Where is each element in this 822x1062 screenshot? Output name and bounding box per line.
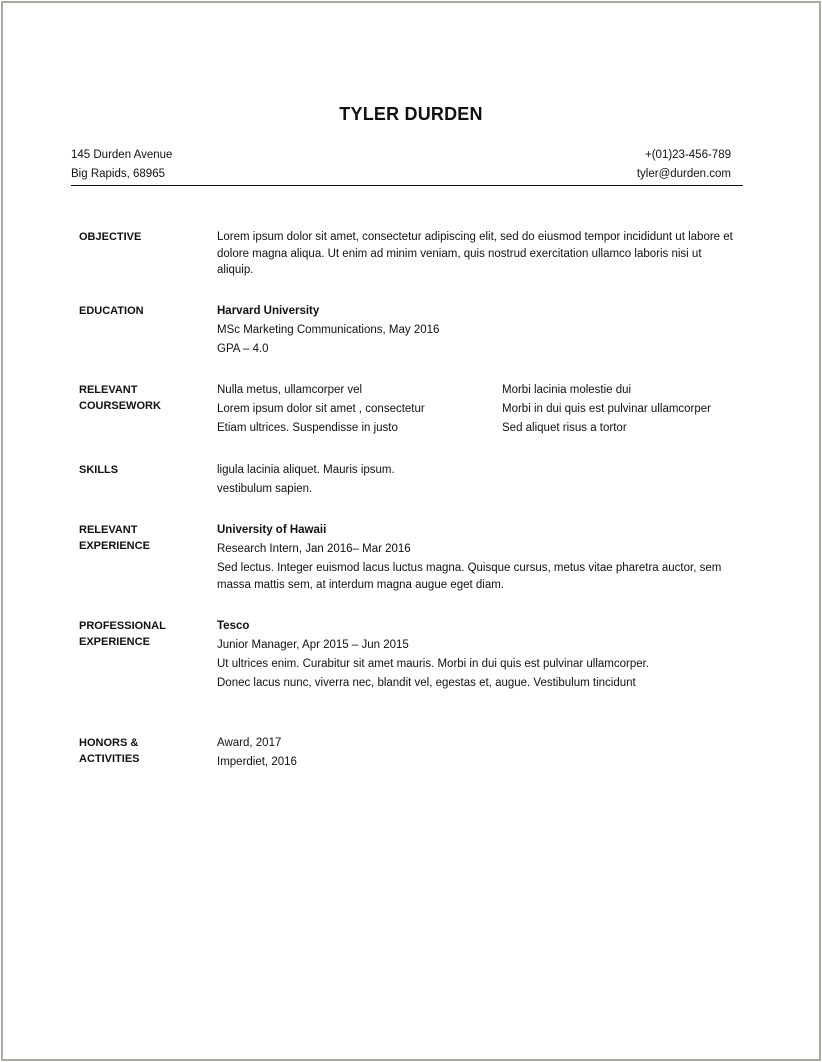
relevant-experience-body (217, 522, 737, 593)
honors-body (217, 735, 737, 773)
education-label: EDUCATION (79, 305, 144, 317)
course-item: Morbi in dui quis est pulvinar ullamcorper (502, 403, 712, 415)
professional-experience-label (79, 618, 199, 650)
phone-number: +(01)23-456-789 (645, 149, 731, 161)
honors-label (79, 735, 199, 767)
contact-block (637, 148, 731, 186)
coursework-column-1 (217, 382, 497, 439)
honor-item: Award, 2017 (217, 737, 282, 749)
coursework-label (79, 382, 199, 414)
course-item: Sed aliquet risus a tortor (502, 422, 627, 434)
experience-description: Sed lectus. Integer euismod lacus luctus magna. Quisque cursus, metus vitae pharetra auctor, sem massa mattis sem, at interdum magna augue eget diam. (217, 562, 722, 591)
school-name: Harvard University (217, 305, 320, 317)
skills-body (217, 462, 737, 500)
professional-experience-label-line-2: EXPERIENCE (79, 636, 150, 648)
skill-item: ligula lacinia aliquet. Mauris ipsum. (217, 464, 395, 476)
honor-item: Imperdiet, 2016 (217, 756, 297, 768)
relevant-experience-label-line-1: RELEVANT (79, 524, 138, 536)
honors-label-line-1: HONORS & (79, 737, 139, 749)
objective-label: OBJECTIVE (79, 231, 142, 243)
course-item: Lorem ipsum dolor sit amet , consectetur (217, 403, 425, 415)
experience-role: Research Intern, Jan 2016– Mar 2016 (217, 543, 411, 555)
course-item: Morbi lacinia molestie dui (502, 384, 632, 396)
resume-name: TYLER DURDEN (339, 104, 483, 124)
course-item: Etiam ultrices. Suspendisse in justo (217, 422, 398, 434)
address-line-2: Big Rapids, 68965 (71, 168, 165, 180)
relevant-experience-label (79, 522, 199, 554)
coursework-column-2 (502, 382, 742, 439)
relevant-experience-label-line-2: EXPERIENCE (79, 540, 150, 552)
course-item: Nulla metus, ullamcorper vel (217, 384, 363, 396)
header-divider (71, 185, 743, 186)
experience-description-line-2: Donec lacus nunc, viverra nec, blandit vel, egestas et, augue. Vestibulum tincidunt (217, 677, 636, 689)
gpa: GPA – 4.0 (217, 343, 269, 355)
experience-role: Junior Manager, Apr 2015 – Jun 2015 (217, 639, 409, 651)
address-block (71, 148, 172, 186)
objective-text: Lorem ipsum dolor sit amet, consectetur adipiscing elit, sed do eiusmod tempor incididunt ut labore et dolore magna aliqua. Ut enim ad minim veniam, quis nostrud exercitation ullamco laboris nisi ut aliquip. (217, 231, 733, 276)
honors-label-line-2: ACTIVITIES (79, 753, 140, 765)
skills-label: SKILLS (79, 464, 119, 476)
skill-item: vestibulum sapien. (217, 483, 313, 495)
coursework-label-line-2: COURSEWORK (79, 400, 161, 412)
professional-experience-body (217, 618, 737, 694)
experience-description-line-1: Ut ultrices enim. Curabitur sit amet mauris. Morbi in dui quis est pulvinar ullamcorper. (217, 658, 650, 670)
coursework-label-line-1: RELEVANT (79, 384, 138, 396)
experience-org: Tesco (217, 620, 250, 632)
document-page (1, 1, 821, 1061)
professional-experience-label-line-1: PROFESSIONAL (79, 620, 166, 632)
degree: MSc Marketing Communications, May 2016 (217, 324, 440, 336)
email-address: tyler@durden.com (636, 168, 731, 180)
experience-org: University of Hawaii (217, 524, 327, 536)
address-line-1: 145 Durden Avenue (71, 149, 173, 161)
education-body (217, 303, 737, 360)
